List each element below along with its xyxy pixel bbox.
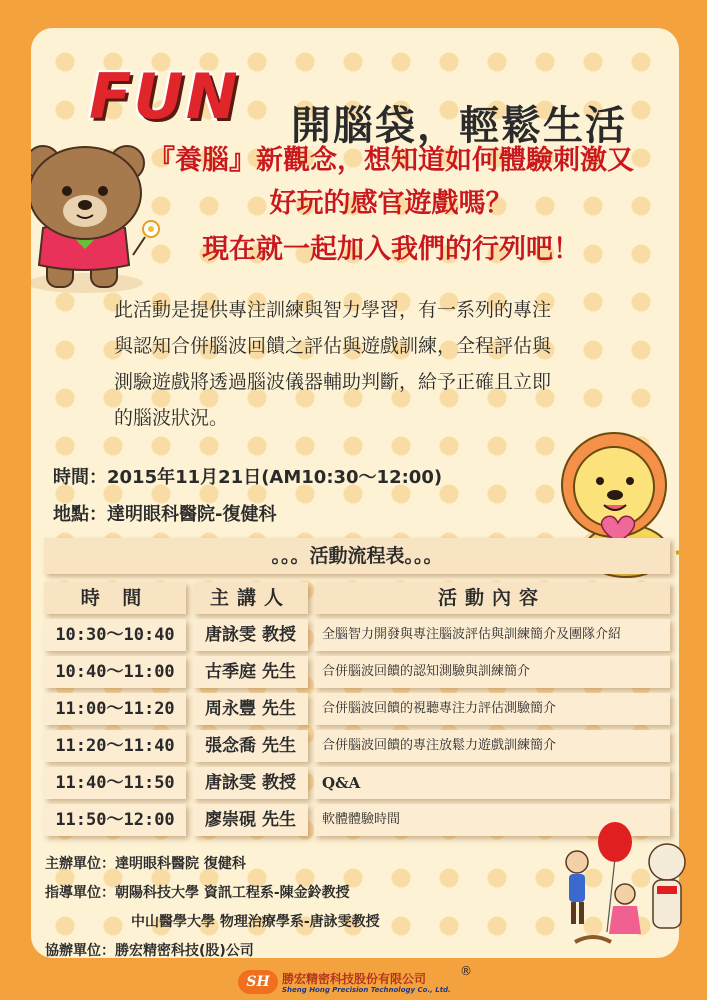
row-time: 10:40～11:00 bbox=[44, 656, 186, 688]
row-content: 合併腦波回饋的專注放鬆力遊戲訓練簡介 bbox=[314, 730, 670, 762]
title-row bbox=[61, 56, 679, 149]
intro-line: 的腦波狀況。 bbox=[114, 407, 229, 429]
row-content: 軟體體驗時間 bbox=[314, 804, 670, 836]
col-header-content: 活動內容 bbox=[314, 582, 670, 614]
row-speaker: 張念喬 先生 bbox=[193, 730, 308, 762]
row-speaker: 唐詠雯 教授 bbox=[193, 619, 308, 651]
company-logo-block bbox=[238, 964, 498, 1000]
company-emblem: SH bbox=[238, 970, 278, 994]
headline: 開腦袋，輕鬆生活 bbox=[291, 103, 627, 149]
row-time: 11:50～12:00 bbox=[44, 804, 186, 836]
registered-mark: ® bbox=[460, 964, 472, 978]
col-header-speaker: 主講人 bbox=[193, 582, 308, 614]
row-speaker: 古季庭 先生 bbox=[193, 656, 308, 688]
row-content: Q&A bbox=[314, 767, 670, 799]
company-english: Sheng Hong Precision Technology Co., Ltd. bbox=[282, 986, 451, 994]
row-content: 全腦智力開發與專注腦波評估與訓練簡介及團隊介紹 bbox=[314, 619, 670, 651]
row-speaker: 唐詠雯 教授 bbox=[193, 767, 308, 799]
row-time: 10:30～10:40 bbox=[44, 619, 186, 651]
tagline-line1: 『養腦』新觀念，想知道如何體驗刺激又 bbox=[148, 145, 634, 176]
tagline-line3: 現在就一起加入我們的行列吧！ bbox=[202, 234, 580, 265]
intro-line: 此活動是提供專注訓練與智力學習，有一系列的專注 bbox=[114, 299, 552, 321]
row-time: 11:00～11:20 bbox=[44, 693, 186, 725]
co-organizer: 協辦單位：勝宏精密科技(股)公司 bbox=[45, 943, 254, 959]
advisor-1: 指導單位：朝陽科技大學 資訊工程系-陳金鈴教授 bbox=[45, 885, 350, 901]
tagline-line2: 好玩的感官遊戲嗎？ bbox=[269, 188, 513, 219]
event-place: 地點：達明眼科醫院-復健科 bbox=[53, 504, 277, 525]
company-name: 勝宏精密科技股份有限公司 bbox=[282, 972, 427, 986]
row-time: 11:20～11:40 bbox=[44, 730, 186, 762]
intro-paragraph bbox=[114, 292, 614, 436]
organizer: 主辦單位：達明眼科醫院 復健科 bbox=[45, 856, 246, 872]
row-content: 合併腦波回饋的視聽專注力評估測驗簡介 bbox=[314, 693, 670, 725]
fun-logo: FUN bbox=[89, 60, 240, 133]
advisor-2: 中山醫學大學 物理治療學系-唐詠雯教授 bbox=[131, 914, 380, 930]
intro-line: 與認知合併腦波回饋之評估與遊戲訓練，全程評估與 bbox=[114, 335, 552, 357]
schedule-title: 。。。活動流程表。。。 bbox=[44, 538, 670, 574]
col-header-time: 時 間 bbox=[44, 582, 186, 614]
row-speaker: 周永豐 先生 bbox=[193, 693, 308, 725]
intro-line: 測驗遊戲將透過腦波儀器輔助判斷，給予正確且立即 bbox=[114, 371, 552, 393]
row-speaker: 廖崇硯 先生 bbox=[193, 804, 308, 836]
row-time: 11:40～11:50 bbox=[44, 767, 186, 799]
row-content: 合併腦波回饋的認知測驗與訓練簡介 bbox=[314, 656, 670, 688]
event-time: 時間：2015年11月21日(AM10:30～12:00) bbox=[53, 467, 443, 488]
kids-balloon-illustration bbox=[555, 822, 695, 957]
